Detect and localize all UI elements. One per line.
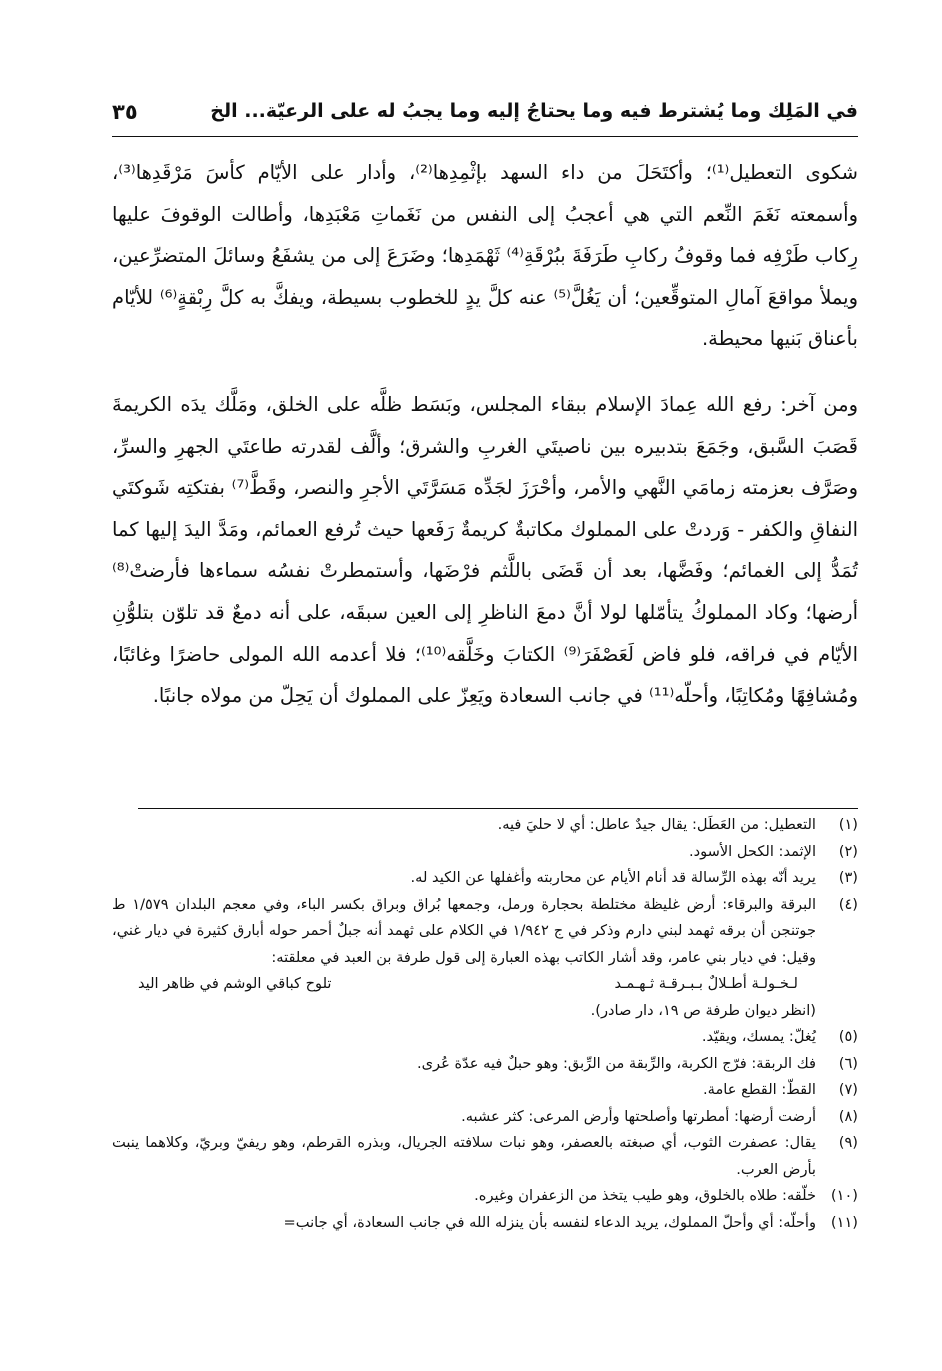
footnote-text: يريد أنّه بهذه الرِّسالة قد أنام الأيام عن محاربته وأغفلها عن الكيد له. <box>410 869 816 886</box>
footnote-number: (١١) <box>830 1213 858 1231</box>
footnote <box>112 1051 858 1078</box>
footnote-number: (٣) <box>838 869 858 886</box>
paragraph: ومن آخر: رفع الله عِمادَ الإسلام ببقاء المجلس، وبَسَط ظلَّه على الخلق، ومَلَّك يدَه الكريمةَ قَصَبَ السَّبق، وجَمَعَ بتدبيره بين ناصيتَي الغربِ والشرق؛ وألَّف لقدرته طاعتَي الجهرِ والسرِّ، وصَرَّف بعزمته زمامَي النَّهي والأمر، وأحْرَزَ لجَدِّه مَسَرَّتَي الأجرِ والنصر، وقَطَّ⁽⁷⁾ بفتكتِه شَوكتَي النفاقِ والكفر - وَردتْ على المملوك مكاتبةٌ كريمةٌ رَفَعها حيث تُرفع العمائم، ومَدَّ اليدَ إليها كما تُمَدُّ إلى الغمائم؛ وفَضَّها، بعد أن قَضَى باللَّثم فرْضَها، وأستمطرتْ نفسُه سماءها فأرضتْ⁽⁸⁾ أرضها؛ وكاد المملوكُ يتأمّلها لولا أنَّ دمعَ الناظرِ إلى العين سبقَه، على أنه دمعٌ قد تلوّن بتلوُّنِ الأيّام في فراقه، فلو فاض لَعَصْفَرَ⁽⁹⁾ الكتابَ وخَلَّقه⁽¹⁰⁾؛ فلا أعدمه الله المولى حاضرًا وغائبًا، ومُشافِهًا ومُكاتِبًا، وأحلّه⁽¹¹⁾ في جانب السعادة ويَعِزّ على المملوك أن يَحِلّ من مولاه جانبًا. <box>112 392 858 708</box>
poetry-verse <box>112 971 816 998</box>
verse-second-hemistich: تلوح كباقي الوشم في ظاهر اليد <box>138 975 332 992</box>
footnote-separator <box>138 808 858 809</box>
footnote-text: فك الربقة: فرّج الكربة، والرِّبقة من الرِّبق: وهو حبلٌ فيه عدّة عُرى. <box>417 1054 816 1072</box>
footnote-text: البرقة والبرقاء: أرض غليظة مختلطة بحجارة ورمل، وجمعها بُراق وبراق بكسر الباء، وفي معجم البلدان ١/٥٧٩ ط جوتنجن أن برقه ثهمد لبني دارم وذكر في ج ١/٩٤٢ في الكلام على ثهمد أنه جبلٌ أحمر حوله أبارق كثيرة في ديار غني، وقيل: في ديار بني عامر، وقد أشار الكاتب بهذه العبارة إلى قول طرفة بن العبد في معلقته: <box>112 895 817 966</box>
footnote <box>112 1104 858 1131</box>
footnote <box>112 1024 858 1051</box>
footnote-text: يقال: عصفرت الثوب، أي صبغته بالعصفر، وهو نبات سلافته الجريال، وبذره القرطم، وهو ريفيّ وبريّ، وكلاهما ينبت بأرض العرب. <box>112 1134 816 1178</box>
footnote <box>112 1183 858 1210</box>
footnote-text: خلّقه: طلاه بالخلوق، وهو طيب يتخذ من الزعفران وغيره. <box>474 1187 816 1204</box>
footnote-number: (١) <box>838 816 858 833</box>
footnote-number: (٤) <box>838 895 858 913</box>
footnote-number: (١٠) <box>830 1187 858 1204</box>
footnote-number: (٢) <box>838 842 858 860</box>
footnote-number: (٨) <box>838 1107 858 1125</box>
running-title: في المَلِك وما يُشترط فيه وما يحتاجُ إليه وما يجبُ له على الرعيّة... الخ <box>210 100 858 122</box>
main-text <box>112 152 858 717</box>
footnote-text: وأحلّه: أي وأحلّ المملوك، يريد الدعاء لنفسه بأن ينزله الله في جانب السعادة، أي جانب= <box>283 1213 816 1231</box>
footnotes <box>112 812 858 1236</box>
footnote <box>112 1077 858 1104</box>
footnote-number: (٦) <box>838 1054 858 1072</box>
footnote-text: يُغلّ: يمسك، ويقيّد. <box>701 1028 816 1045</box>
verse-first-hemistich: لـخـولـة أطـلالٌ بـبـرقـة ثـهـمـد <box>614 975 798 992</box>
footnote-number: (٩) <box>838 1134 858 1151</box>
footnote-text: الإثمد: الكحل الأسود. <box>688 842 816 860</box>
footnote-text: التعطيل: من العَطَل: يقال جيدٌ عاطل: أي لا حليَ فيه. <box>497 816 816 833</box>
footnote <box>112 1130 858 1183</box>
page-number: ٣٥ <box>112 100 138 124</box>
footnote <box>112 892 858 1025</box>
footnote-text: القطّ: القطع عامة. <box>703 1081 816 1098</box>
footnote-citation: (انظر ديوان طرفة ص ١٩، دار صادر). <box>590 1001 816 1019</box>
footnote <box>112 1210 858 1237</box>
footnote <box>112 865 858 892</box>
footnote-body <box>112 892 816 1025</box>
footnote-number: (٧) <box>838 1081 858 1098</box>
footnote-text: أرضت أرضها: أمطرتها وأصلحتها وأرض المرعى: كثر عشبه. <box>461 1107 816 1125</box>
paragraph: شكوى التعطيل⁽¹⁾؛ وأكتَحَلَ من داء السهد بإثْمِدِها⁽²⁾، وأدار على الأيّام كأسَ مَرْقَدِها⁽³⁾، وأسمعته نَغَمَ النِّعم التي هي أعجبُ إلى النفس من نَغَماتِ مَعْبَدِها، وأطالت الوقوفَ عليها رِكاب طَرْفِه فما وقوفُ ركابِ طَرَفَةَ ببُرْقَةِ⁽⁴⁾ ثَهْمَدِها؛ وضَرَعَ إلى من يشفَعُ وسائلَ المتضرِّعين، ويملأ مواقعَ آمالِ المتوقِّعين؛ أن يَغُلَّ⁽⁵⁾ عنه كلَّ يدٍ للخطوب بسيطة، ويفكَّ به كلَّ رِبْقةٍ⁽⁶⁾ للأيّام بأعناق بَنيها محيطة. <box>112 161 859 351</box>
footnote <box>112 812 858 839</box>
footnote-number: (٥) <box>838 1028 858 1045</box>
page-header <box>112 92 858 137</box>
footnote <box>112 839 858 866</box>
